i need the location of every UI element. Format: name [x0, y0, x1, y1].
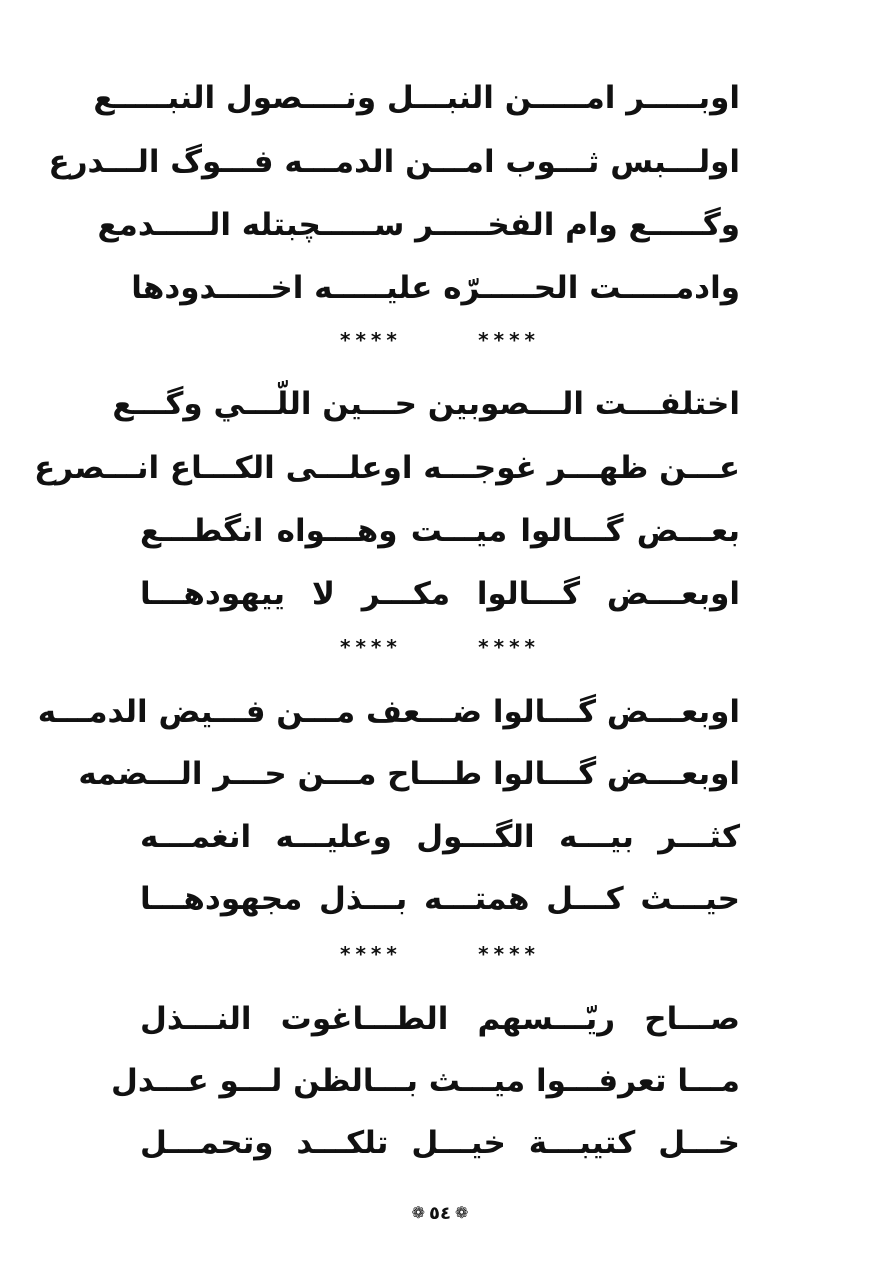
stanza-separator [340, 635, 540, 659]
verse-line: اوبـــــر امـــــن النبـــل ونــــصول النبـــــع [93, 80, 740, 116]
separator-stars: **** [478, 942, 540, 966]
ornament-icon: ❁ [454, 1203, 469, 1222]
verse-line: اوبعـــض گـــالوا ضـــعف مـــن فـــيض الدمـــه [37, 694, 740, 730]
verse-line: حيـــث كـــل همتـــه بـــذل مجهودهـــا [140, 881, 740, 917]
page-number-footer [400, 1198, 480, 1228]
verse-line: مـــا تعرفـــوا ميـــث بـــالظن لـــو عـــدل [110, 1063, 740, 1099]
page-number: ٥٤ [429, 1202, 451, 1224]
separator-stars: **** [340, 635, 402, 659]
stanza-separator [340, 942, 540, 966]
stanza-separator [340, 328, 540, 352]
verse-line: اختلفـــت الـــصوبين حـــين اللّـــي وگـــع [112, 386, 740, 422]
verse-line: اوبعـــض گـــالوا طـــاح مـــن حـــر الـــضمه [78, 756, 740, 792]
verse-line: اوبعـــض گـــالوا مكـــر لا ييهودهـــا [140, 576, 740, 612]
verse-line: وادمـــــت الحـــــرّه عليـــــه اخـــــدودها [131, 270, 740, 306]
verse-line: وگـــــع وام الفخـــــر ســـــچبتله الـــــدمع [97, 207, 740, 243]
ornament-icon: ❁ [411, 1203, 425, 1222]
separator-stars: **** [340, 328, 402, 352]
verse-line: كثـــر بيـــه الگـــول وعليـــه انغمـــه [140, 819, 740, 855]
verse-line: صـــاح ريّـــسهم الطـــاغوت النـــذل [140, 1001, 740, 1037]
verse-line: عـــن ظهـــر غوجـــه اوعلـــى الكـــاع انـــصرع [34, 450, 740, 486]
verse-line: بعـــض گـــالوا ميـــت وهـــواه انگطـــع [140, 513, 740, 549]
separator-stars: **** [340, 942, 402, 966]
verse-line: اولـــبس ثـــوب امـــن الدمـــه فـــوگ الـــدرع [48, 144, 740, 180]
separator-stars: **** [478, 328, 540, 352]
separator-stars: **** [478, 635, 540, 659]
verse-line: خـــل كتيبـــة خيـــل تلكـــد وتحمـــل [140, 1125, 740, 1161]
